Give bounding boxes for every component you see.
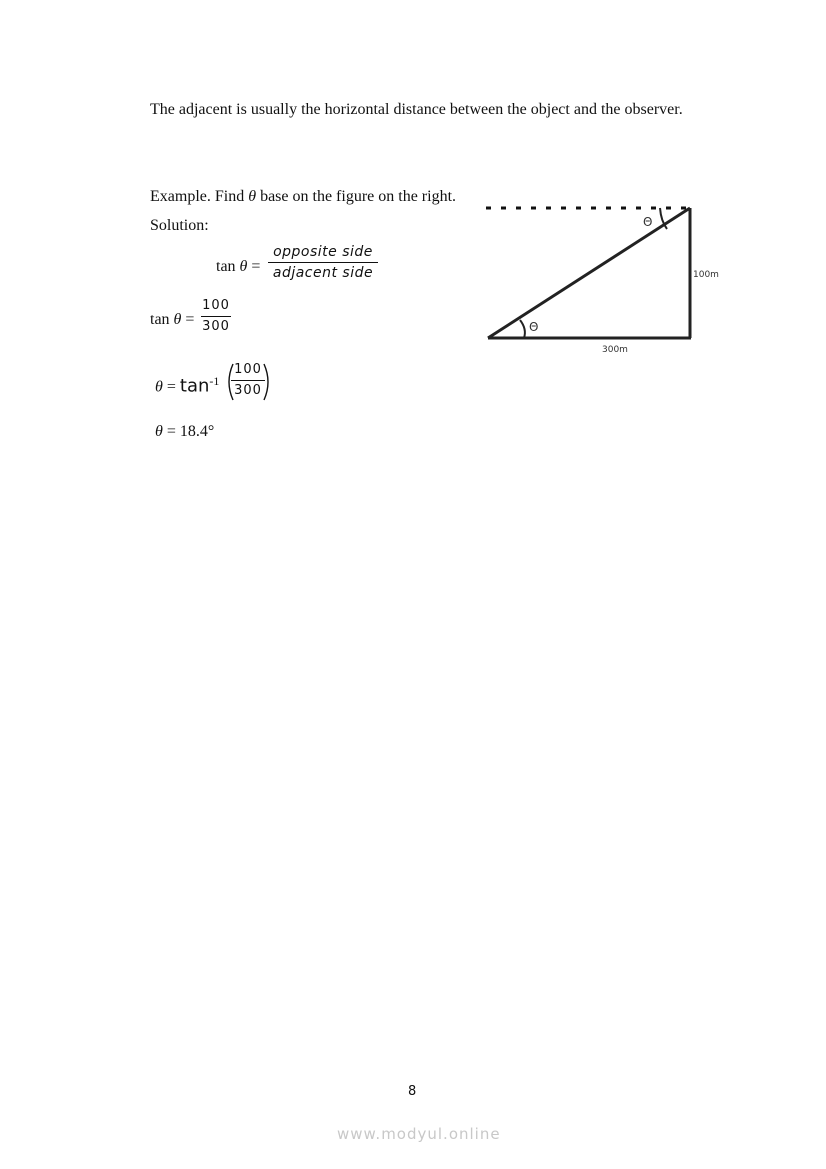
eq3-theta: θ bbox=[155, 378, 163, 396]
eq1-denominator: adjacent side bbox=[272, 265, 374, 281]
eq3-numerator: 100 bbox=[234, 362, 262, 377]
eq3-fraction bbox=[231, 362, 265, 399]
eq2-denominator: 300 bbox=[202, 319, 230, 334]
eq1-lhs: tan bbox=[216, 258, 240, 275]
eq1-fraction bbox=[268, 244, 378, 281]
eq2-theta: θ bbox=[173, 311, 182, 328]
eq2-fraction bbox=[201, 298, 231, 335]
height-label: 100m bbox=[693, 270, 719, 280]
body-paragraph: The adjacent is usually the horizontal distance between the object and the observer. bbox=[150, 101, 683, 118]
fraction-bar bbox=[201, 316, 231, 317]
example-prefix: Example. Find bbox=[150, 188, 249, 205]
example-suffix: base on the figure on the right. bbox=[256, 188, 457, 205]
triangle-figure bbox=[480, 195, 740, 365]
equation-4 bbox=[155, 422, 214, 442]
eq1-numerator: opposite side bbox=[273, 244, 373, 260]
fraction-bar bbox=[231, 380, 265, 381]
eq2-equals: = bbox=[181, 311, 195, 328]
eq3-func: tan bbox=[179, 375, 210, 397]
eq1-equals: = bbox=[247, 258, 261, 275]
solution-label: Solution: bbox=[150, 217, 209, 234]
eq1-theta: θ bbox=[239, 258, 248, 275]
hypotenuse-line bbox=[488, 208, 690, 338]
watermark: www.modyul.online bbox=[337, 1125, 501, 1143]
eq3-denominator: 300 bbox=[234, 383, 262, 398]
eq3-superscript: -1 bbox=[209, 374, 220, 388]
right-paren bbox=[262, 362, 274, 402]
bottom-angle-symbol: Θ bbox=[529, 320, 539, 334]
page-number: 8 bbox=[408, 1084, 417, 1099]
eq3-equals: = bbox=[162, 378, 180, 396]
bottom-angle-arc bbox=[520, 320, 525, 338]
eq2-lhs: tan bbox=[150, 311, 174, 328]
base-label: 300m bbox=[602, 345, 628, 355]
eq2-numerator: 100 bbox=[202, 298, 230, 313]
fraction-bar bbox=[268, 262, 378, 263]
theta-symbol: θ bbox=[248, 188, 257, 205]
top-angle-symbol: Θ bbox=[643, 215, 653, 229]
eq4-theta: θ bbox=[155, 423, 163, 440]
eq4-result: = 18.4° bbox=[162, 423, 215, 440]
example-line bbox=[150, 187, 456, 207]
